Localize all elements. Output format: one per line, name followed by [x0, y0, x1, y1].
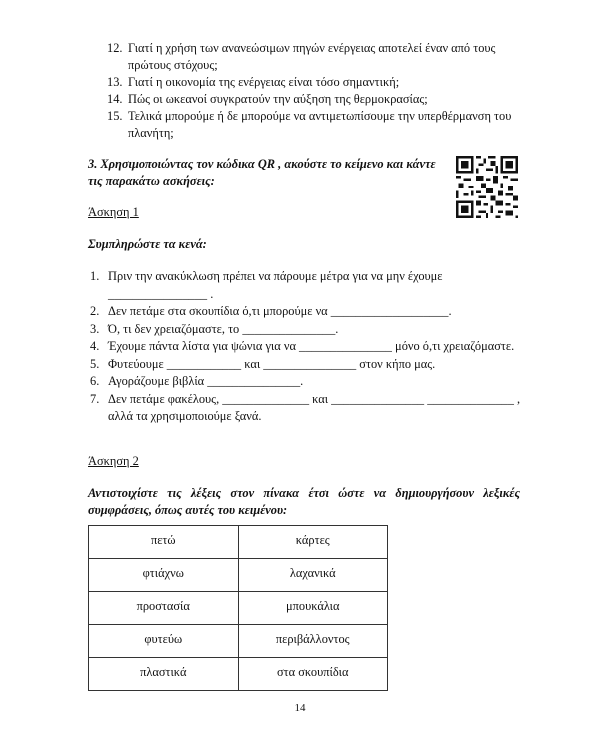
item-number: 4. [90, 339, 100, 353]
question-number: 12. [107, 41, 123, 55]
matching-table [88, 525, 388, 691]
question-text: Γιατί η χρήση των ανανεώσιμων πηγών ενέργειας αποτελεί έναν από τους πρώτους στόχους; [128, 41, 496, 72]
item-text: Έχουμε πάντα λίστα για ψώνια για να _______________ μόνο ό,τι χρειαζόμαστε. [108, 339, 515, 353]
item-number: 5. [90, 356, 100, 371]
table-cell-left: πλαστικά [89, 658, 239, 691]
table-cell-left: πετώ [89, 526, 239, 559]
section-3-title [88, 156, 453, 190]
exercise-1-heading: Άσκηση 1 [88, 205, 139, 219]
item-number: 3. [90, 321, 100, 336]
list-item [90, 303, 522, 321]
table-cell-right: στα σκουπίδια [238, 658, 388, 691]
section-title-line-2: τις παρακάτω ασκήσεις: [88, 174, 215, 188]
page-number: 14 [294, 702, 306, 714]
item-number: 7. [90, 391, 100, 406]
item-number: 2. [90, 304, 100, 318]
table-cell-right: λαχανικά [238, 559, 388, 592]
table-row [89, 658, 388, 691]
question-text: Πώς οι ωκεανοί συγκρατούν την αύξηση της θερμοκρασίας; [128, 92, 428, 106]
item-number: 6. [90, 374, 100, 388]
question-text: Τελικά μπορούμε ή δε μπορούμε να αντιμετωπίσουμε την υπερθέρμανση του πλανήτη; [128, 109, 512, 140]
question-number: 14. [107, 92, 123, 106]
question-number: 13. [107, 75, 123, 89]
item-text: Αγοράζουμε βιβλία _______________. [108, 374, 304, 388]
item-number: 1. [90, 269, 100, 283]
table-row [89, 559, 388, 592]
exercise-2-heading: Άσκηση 2 [88, 454, 139, 468]
list-item [90, 321, 522, 339]
item-text: Πριν την ανακύκλωση πρέπει να πάρουμε μέτρα για να μην έχουμε ________________ . [108, 269, 443, 301]
item-text: Φυτεύουμε ____________ και _______________ στον κήπο μας. [108, 356, 436, 371]
list-item [107, 40, 527, 74]
qr-code-icon[interactable] [456, 156, 518, 218]
table-cell-right: μπουκάλια [238, 592, 388, 625]
list-item [90, 373, 522, 391]
fill-in-list [90, 268, 522, 426]
exercise-2-instruction: Αντιστοιχίστε τις λέξεις στον πίνακα έτσι ώστε να δημιουργήσουν λεξικές συμφράσεις, όπως αυτές του κειμένου: [88, 486, 520, 517]
question-list [107, 40, 527, 142]
table-cell-left: προστασία [89, 592, 239, 625]
table-cell-left: φυτεύω [89, 625, 239, 658]
question-number: 15. [107, 109, 123, 123]
question-text: Γιατί η οικονομία της ενέργειας είναι τόσο σημαντική; [128, 75, 400, 89]
table-row [89, 526, 388, 559]
table-cell-right: κάρτες [238, 526, 388, 559]
list-item [90, 391, 522, 426]
item-text: Δεν πετάμε στα σκουπίδια ό,τι μπορούμε να ___________________. [108, 304, 452, 318]
table-row [89, 592, 388, 625]
item-text: Δεν πετάμε φακέλους, ______________ και _______________ ______________ , αλλά τα χρησιμοποιούμε ξανά. [108, 391, 521, 423]
list-item [90, 268, 522, 303]
list-item [90, 356, 522, 374]
table-cell-left: φτιάχνω [89, 559, 239, 592]
list-item [107, 74, 527, 91]
exercise-1-instruction: Συμπληρώστε τα κενά: [88, 237, 207, 251]
list-item [107, 108, 527, 142]
item-text: Ό, τι δεν χρειαζόμαστε, το _______________. [108, 321, 339, 336]
list-item [90, 338, 522, 356]
list-item [107, 91, 527, 108]
table-cell-right: περιβάλλοντος [238, 625, 388, 658]
table-row [89, 625, 388, 658]
section-title-line-1: 3. Χρησιμοποιώντας τον κώδικα QR , ακούστε το κείμενο και κάντε [88, 157, 436, 171]
